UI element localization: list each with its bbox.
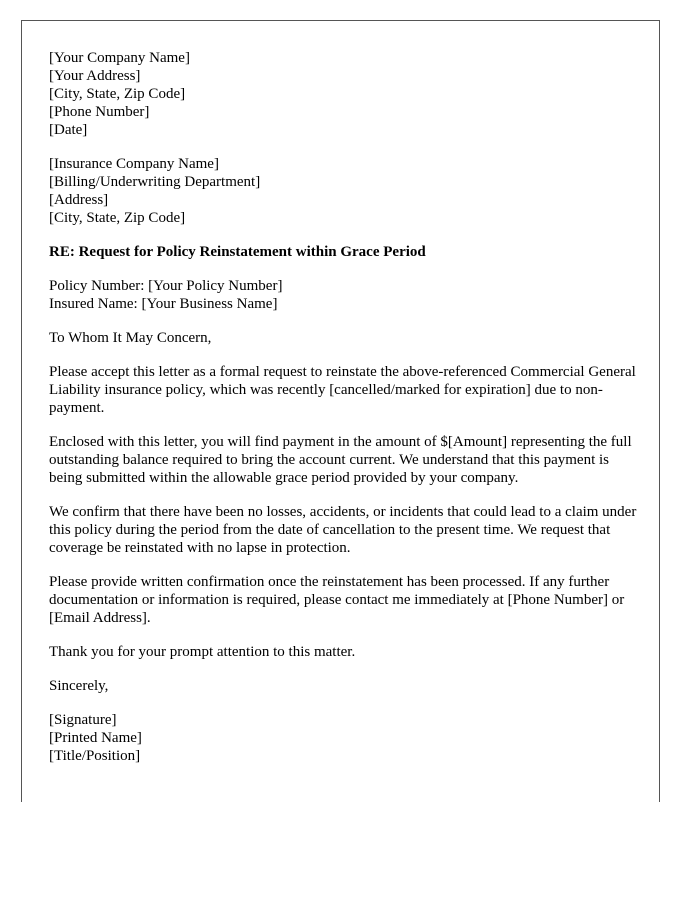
recipient-company: [Insurance Company Name]	[49, 156, 219, 172]
sender-phone: [Phone Number]	[49, 104, 150, 120]
recipient-department: [Billing/Underwriting Department]	[49, 174, 261, 190]
printed-name: [Printed Name]	[49, 730, 142, 746]
insured-name: Insured Name: [Your Business Name]	[49, 296, 278, 312]
recipient-block	[49, 155, 639, 227]
letter-content	[49, 49, 639, 781]
closing: Sincerely,	[49, 678, 109, 694]
signature-placeholder: [Signature]	[49, 712, 117, 728]
recipient-city-state-zip: [City, State, Zip Code]	[49, 210, 186, 226]
salutation: To Whom It May Concern,	[49, 330, 212, 346]
sender-company: [Your Company Name]	[49, 50, 190, 66]
body-paragraph: We confirm that there have been no losses, accidents, or incidents that could lead to a claim under this policy during the period from the date of cancellation to the present time. We request that coverage be reinstated with no lapse in protection.	[49, 504, 637, 556]
sender-address: [Your Address]	[49, 68, 141, 84]
policy-number: Policy Number: [Your Policy Number]	[49, 278, 283, 294]
body-paragraph: Please provide written confirmation once the reinstatement has been processed. If any further documentation or information is required, please contact me immediately at [Phone Number] or [Email Address].	[49, 574, 625, 626]
body-paragraph: Enclosed with this letter, you will find payment in the amount of $[Amount] representing the full outstanding balance required to bring the account current. We understand that this payment is being submitted within the allowable grace period provided by your company.	[49, 434, 632, 486]
policy-block	[49, 277, 639, 313]
letter-date: [Date]	[49, 122, 88, 138]
recipient-address: [Address]	[49, 192, 109, 208]
subject-line: RE: Request for Policy Reinstatement within Grace Period	[49, 244, 426, 260]
sender-block	[49, 49, 639, 139]
title-position: [Title/Position]	[49, 748, 141, 764]
signature-block	[49, 711, 639, 765]
body-paragraph: Please accept this letter as a formal request to reinstate the above-referenced Commercial General Liability insurance policy, which was recently [cancelled/marked for expiration] due to non-payment.	[49, 364, 636, 416]
thank-you-line: Thank you for your prompt attention to this matter.	[49, 644, 356, 660]
letter-page	[21, 20, 660, 802]
sender-city-state-zip: [City, State, Zip Code]	[49, 86, 186, 102]
